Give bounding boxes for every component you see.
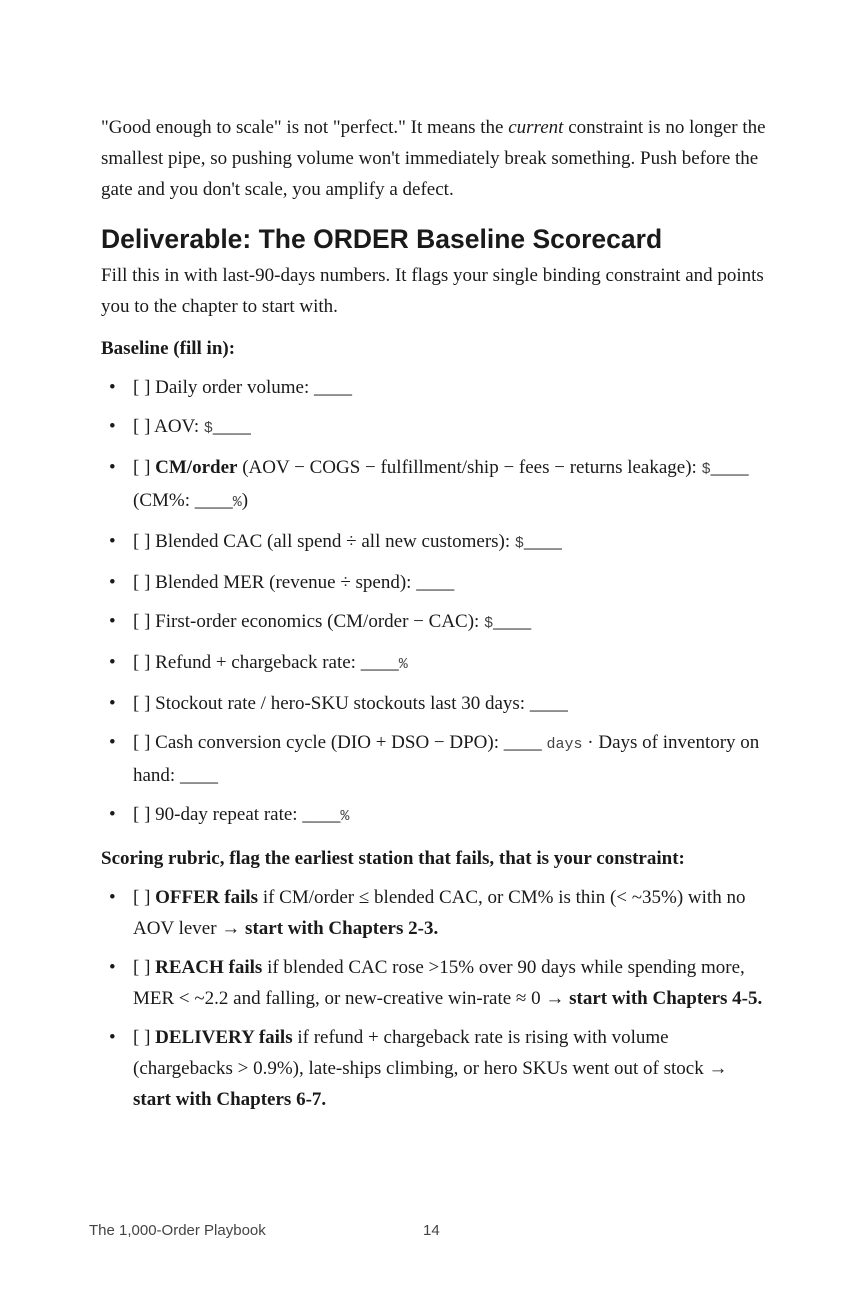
list-item[interactable]: • [ ] Blended CAC (all spend ÷ all new customers): $____ [101,526,766,559]
list-item[interactable]: • [ ] 90-day repeat rate: ____% [101,799,766,832]
intro-paragraph [101,112,766,205]
footer-book-title: The 1,000-Order Playbook [89,1222,266,1239]
rubric-label: Scoring rubric, flag the earliest station that fails, that is your constraint: [101,848,685,869]
footer-page-number: 14 [423,1222,440,1239]
list-item[interactable]: • [ ] Cash conversion cycle (DIO + DSO − DPO): ____ days · Days of inventory on hand: ____ [101,727,766,791]
list-item[interactable]: • [ ] Stockout rate / hero-SKU stockouts last 30 days: ____ [101,688,766,719]
baseline-label: Baseline (fill in): [101,338,236,359]
list-item[interactable]: • [ ] OFFER fails if CM/order ≤ blended CAC, or CM% is thin (< ~35%) with no AOV lever → start with Chapters 2-3. [101,882,766,944]
rubric-list [101,882,766,1115]
intro-text-1: "Good enough to scale" is not "perfect." It means the [101,117,509,138]
list-item[interactable]: • [ ] AOV: $____ [101,411,766,444]
list-item[interactable]: • [ ] CM/order (AOV − COGS − fulfillment/ship − fees − returns leakage): $____ (CM%: ____%) [101,452,766,518]
list-item[interactable]: • [ ] DELIVERY fails if refund + chargeback rate is rising with volume (chargebacks > 0.9%), late-ships climbing, or hero SKUs went out of stock → start with Chapters 6-7. [101,1022,766,1115]
list-item[interactable]: • [ ] REACH fails if blended CAC rose >15% over 90 days while spending more, MER < ~2.2 and falling, or new-creative win-rate ≈ 0 → start with Chapters 4-5. [101,952,766,1014]
baseline-list [101,372,766,832]
page-content [101,112,766,1123]
list-item[interactable]: • [ ] Blended MER (revenue ÷ spend): ____ [101,567,766,598]
section-description: Fill this in with last-90-days numbers. It flags your single binding constraint and points you to the chapter to start with. [101,265,764,317]
list-item[interactable]: • [ ] Daily order volume: ____ [101,372,766,403]
list-item[interactable]: • [ ] First-order economics (CM/order − CAC): $____ [101,606,766,639]
intro-text-2: constraint is no longer the smallest pipe, so pushing volume won't immediately break something. Push before the gate and you don't scale, you amplify a defect. [101,117,766,200]
list-item[interactable]: • [ ] Refund + chargeback rate: ____% [101,647,766,680]
section-heading: Deliverable: The ORDER Baseline Scorecard [101,224,663,254]
intro-emphasis: current [508,117,564,138]
